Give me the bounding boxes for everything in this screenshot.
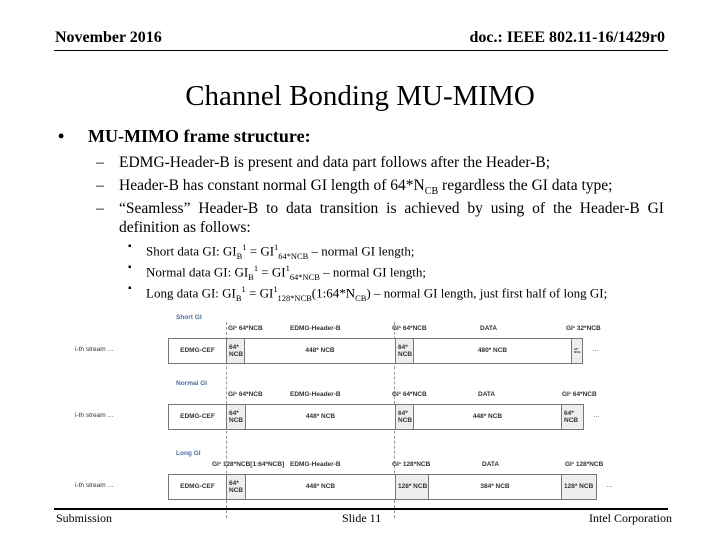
frame-cell: 384* NCB xyxy=(428,474,562,500)
field-label: DATA xyxy=(482,461,500,468)
square-bullet-icon: ▪ xyxy=(128,241,132,252)
footer-center: Slide 11 xyxy=(342,511,382,525)
gi-item xyxy=(146,284,607,303)
sub-bullet-2-text: Header-B has constant normal GI length of 64*N xyxy=(119,177,425,194)
gi-item-part: = GI xyxy=(246,243,275,259)
frame-cell: 448* NCB xyxy=(245,474,396,500)
gi-cell: 64* NCB xyxy=(226,338,245,364)
sub-bullet-2-tail: regardless the GI data type; xyxy=(438,177,613,194)
sub-bullet-2 xyxy=(119,177,612,197)
field-label: DATA xyxy=(480,325,498,332)
field-label: DATA xyxy=(478,391,496,398)
gi-item-part: 1 xyxy=(273,284,278,294)
footer-rule xyxy=(54,508,668,510)
gi-type-label: Long GI xyxy=(176,450,201,457)
field-label: GI¹ 128*NCB[1:64*NCB] xyxy=(212,461,285,468)
field-label: GI¹ 32*NCB xyxy=(566,325,601,332)
gi-item-part: CB xyxy=(355,292,367,303)
gi-item-part: ) – normal GI length, just first half of long GI; xyxy=(366,285,608,301)
sub-bullet-1: EDMG-Header-B is present and data part follows after the Header-B; xyxy=(119,154,551,171)
gi-cell: 64* NCB xyxy=(561,404,584,430)
gi-item-part: B xyxy=(248,271,254,282)
field-label: GI¹ 64*NCB xyxy=(228,325,263,332)
gi-item xyxy=(146,242,414,261)
frame-cell: EDMG-CEF xyxy=(168,474,227,500)
frame-cell: 480* NCB xyxy=(413,338,572,364)
gi-item xyxy=(146,263,426,282)
frame-cell: EDMG-CEF xyxy=(168,404,227,430)
gi-item-part: Long data GI: GI xyxy=(146,285,236,301)
field-label: EDMG-Header-B xyxy=(290,391,341,398)
gi-cell: 64* NCB xyxy=(395,338,414,364)
gi-type-label: Normal GI xyxy=(176,380,208,387)
gi-item-part: 64*NCB xyxy=(278,250,309,261)
dash-icon: – xyxy=(96,177,104,194)
gi-item-part: = GI xyxy=(258,264,286,280)
gi-item-part: 1 xyxy=(274,242,279,252)
field-label: GI¹ 128*NCB xyxy=(392,461,431,468)
gi-item-part: Normal data GI: GI xyxy=(146,264,249,280)
frame-cell: 448* NCB xyxy=(413,404,562,430)
gi-item-part: – normal GI length; xyxy=(308,243,415,259)
gi-item-part: 1 xyxy=(285,263,290,273)
field-label: GI¹ 128*NCB xyxy=(565,461,604,468)
dash-icon: – xyxy=(96,154,104,171)
field-label: GI¹ 64*NCB xyxy=(228,391,263,398)
square-bullet-icon: ▪ xyxy=(128,262,132,273)
stream-label: i-th stream … xyxy=(75,412,115,419)
field-label: GI¹ 64*NCB xyxy=(562,391,597,398)
gi-item-part: 1 xyxy=(241,284,246,294)
field-label: EDMG-Header-B xyxy=(290,325,341,332)
gi-item-part: – normal GI length; xyxy=(319,264,426,280)
stream-label: i-th stream … xyxy=(75,346,115,353)
sub-bullet-3: “Seamless” Header-B to data transition is achieved by using of the Header-B GI xyxy=(119,200,664,217)
footer-right: Intel Corporation xyxy=(589,511,672,525)
header-rule xyxy=(54,50,668,51)
gi-item-part: 1 xyxy=(253,263,259,273)
gi-cell: 64* NCB xyxy=(226,404,246,430)
gi-item-part: B xyxy=(236,250,243,261)
slide-title: Channel Bonding MU-MIMO xyxy=(185,80,535,112)
gi-item-part: 64*NCB xyxy=(289,271,320,282)
gi-cell: 32* NCB xyxy=(571,338,583,364)
gi-item-part: 1 xyxy=(242,242,247,252)
frame-cell: 448* NCB xyxy=(244,338,396,364)
square-bullet-icon: ▪ xyxy=(128,283,132,294)
footer-left: Submission xyxy=(56,511,113,525)
ellipsis: … xyxy=(606,482,613,489)
field-label: EDMG-Header-B xyxy=(290,461,341,468)
bullet-text: MU-MIMO frame structure: xyxy=(88,126,311,146)
gi-type-label: Short GI xyxy=(176,314,202,321)
sub-bullet-2-sub: CB xyxy=(424,186,439,198)
frame-cell: EDMG-CEF xyxy=(168,338,227,364)
ellipsis: … xyxy=(592,346,599,353)
ellipsis: … xyxy=(593,412,600,419)
header-doc: doc.: IEEE 802.11-16/1429r0 xyxy=(469,29,665,46)
gi-cell: 64* NCB xyxy=(395,404,414,430)
sub-bullet-3-cont: definition as follows: xyxy=(119,219,251,236)
gi-item-part: (1:64*N xyxy=(311,285,356,301)
stream-label: i-th stream … xyxy=(75,482,115,489)
gi-item-part: B xyxy=(235,292,242,303)
gi-item-part: = GI xyxy=(245,285,274,301)
gi-item-part: Short data GI: GI xyxy=(146,243,237,259)
dash-icon: – xyxy=(96,200,104,217)
field-label: GI¹ 64*NCB xyxy=(392,391,427,398)
field-label: GI¹ 64*NCB xyxy=(392,325,427,332)
gi-item-part: 128*NCB xyxy=(277,292,312,303)
gi-cell: 128* NCB xyxy=(561,474,597,500)
bullet-icon: • xyxy=(58,126,65,146)
frame-cell: 448* NCB xyxy=(245,404,396,430)
header-date: November 2016 xyxy=(55,29,162,46)
gi-cell: 64* NCB xyxy=(226,474,246,500)
gi-cell: 128* NCB xyxy=(395,474,429,500)
